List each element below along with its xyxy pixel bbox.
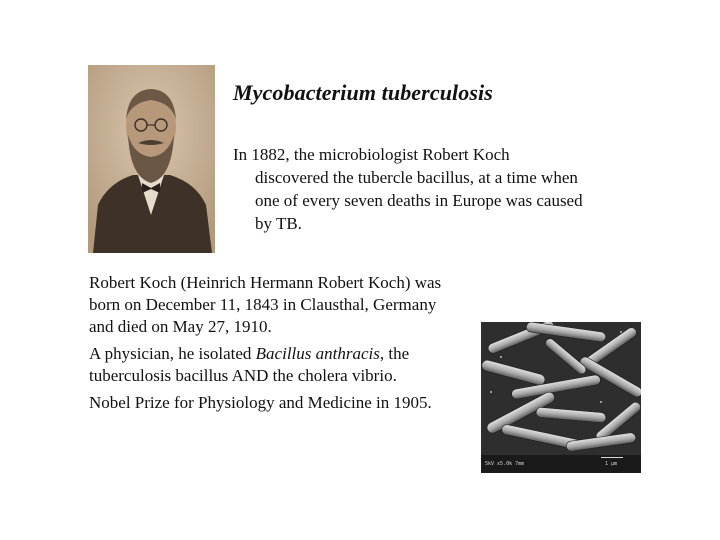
bio-text: , the <box>379 344 410 363</box>
bio-line: born on December 11, 1843 in Clausthal, Germany <box>89 295 437 314</box>
intro-paragraph <box>233 143 633 235</box>
bio-line: and died on May 27, 1910. <box>89 317 272 336</box>
bio-text: A physician, he isolated <box>89 344 256 363</box>
micrograph-info-bar <box>481 455 641 473</box>
bio-line <box>89 343 489 365</box>
robert-koch-portrait <box>88 65 215 253</box>
intro-line: by TB. <box>255 214 302 233</box>
micrograph-settings: 5kV x5.0k 7mm <box>485 461 525 467</box>
bio-line: tuberculosis bacillus AND the cholera vibrio. <box>89 366 397 385</box>
scale-bar-label: 1 μm <box>605 461 618 467</box>
biography <box>89 272 489 419</box>
intro-line: discovered the tubercle bacillus, at a time when <box>255 168 578 187</box>
tb-bacilli-micrograph <box>481 322 641 473</box>
bio-birth-death <box>89 272 489 338</box>
intro-line: one of every seven deaths in Europe was caused <box>255 191 583 210</box>
bio-line: Nobel Prize for Physiology and Medicine in 1905. <box>89 393 432 412</box>
slide-title: Mycobacterium tuberculosis <box>233 80 493 105</box>
bio-line: Robert Koch (Heinrich Hermann Robert Koch) was <box>89 273 442 292</box>
bacillus-anthracis-term: Bacillus anthracis <box>255 344 380 363</box>
bio-nobel-prize <box>89 392 489 414</box>
scale-bar <box>601 457 623 458</box>
bio-achievements <box>89 343 489 387</box>
intro-line: In 1882, the microbiologist Robert Koch <box>233 145 510 164</box>
